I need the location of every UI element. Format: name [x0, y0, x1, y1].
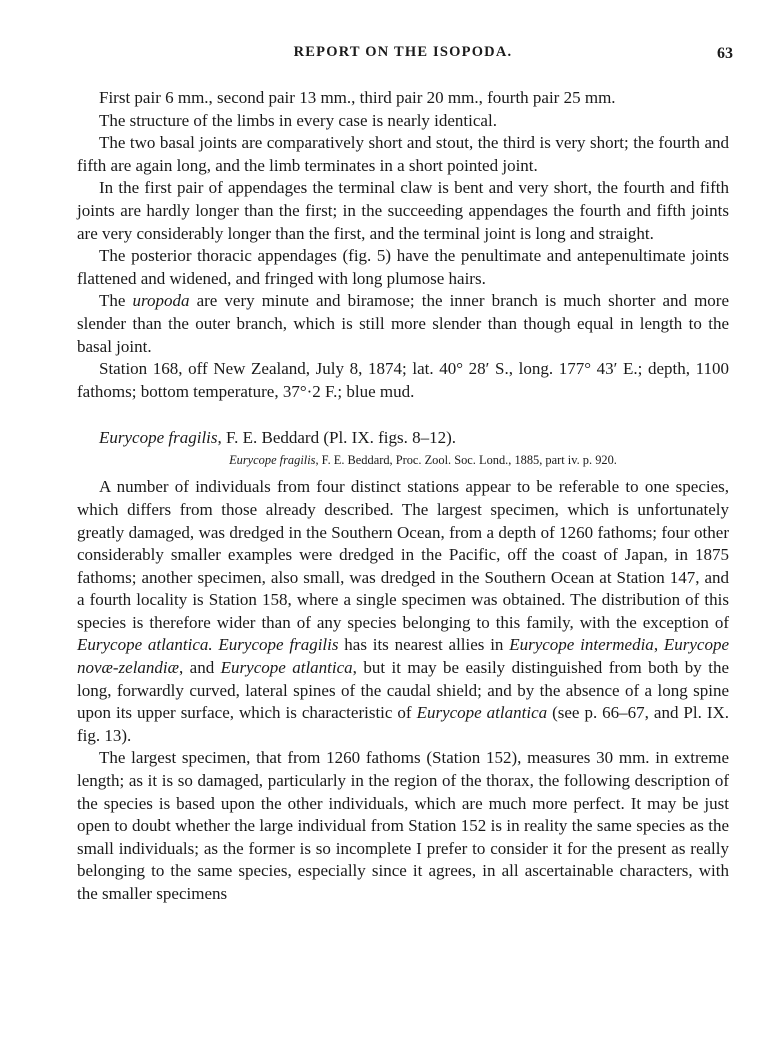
page-header [77, 44, 733, 72]
paragraph-limb-measurements: First pair 6 mm., second pair 13 mm., third pair 20 mm., fourth pair 25 mm. [99, 88, 616, 107]
paragraph-posterior-thoracic-appendages: The posterior thoracic appendages (fig. 5) have the penultimate and antepenultimate joints flattened and widened, and fringed with long plumose hairs. [77, 246, 729, 288]
page-number: 63 [717, 45, 733, 62]
species-author: , F. E. Beddard (Pl. IX. figs. 8–12). [217, 428, 457, 448]
text-run: are very minute and biramose; the inner branch is much shorter and more slender than the outer branch, which is still more slender than though equal in length to the basal joint. [77, 291, 729, 356]
italic-species: Eurycope fragilis [218, 635, 339, 655]
text-run: , [653, 635, 664, 655]
paragraph-limb-structure: The structure of the limbs in every case is nearly identical. [99, 110, 497, 130]
text-run: has its nearest allies in [338, 635, 510, 655]
citation-reference: , F. E. Beddard, Proc. Zool. Soc. Lond., 1885, part iv. p. 920. [315, 453, 617, 468]
text-run: , and [179, 658, 221, 678]
paragraph-largest-specimen: The largest specimen, that from 1260 fathoms (Station 152), measures 30 mm. in extreme length; as it is so damaged, particularly in the region of the thorax, the following description of the species is based upon the other individuals, which are much more perfect. It may be just open to doubt whether the large individual from Station 152 is in reality the same species as the small individuals; as the former is so incomplete I prefer to consider it for the present as really belonging to the same species, especially since it agrees, in all ascertainable characters, with the smaller specimens [77, 748, 729, 903]
species-heading [77, 427, 729, 449]
document-page [77, 44, 733, 906]
paragraph-species-distribution [77, 476, 729, 747]
italic-species: Eurycope novæ-zelandiæ [77, 635, 729, 678]
running-title: REPORT ON THE ISOPODA. [293, 44, 513, 60]
italic-species: Eurycope atlantica [416, 703, 548, 723]
italic-species: Eurycope atlantica. [77, 635, 213, 655]
italic-species: Eurycope intermedia [509, 635, 654, 655]
species-name: Eurycope fragilis [99, 428, 218, 448]
citation-species-name: Eurycope fragilis [229, 453, 316, 468]
species-citation [77, 451, 729, 469]
text-run: The [99, 291, 133, 311]
text-run: (see p. 66–67, and Pl. IX. fig. 13). [77, 703, 730, 745]
text-run: , but it may be easily distinguished from both by the long, forwardly curved, lateral spines of the caudal shield; and by the absence of a long spine upon its upper surface, which is characteristic of [77, 658, 730, 723]
paragraph-first-pair-appendages: In the first pair of appendages the terminal claw is bent and very short, the fourth and fifth joints are hardly longer than the first; in the succeeding appendages the fourth and fifth joints are very considerably longer than the first, and the terminal joint is long and straight. [77, 178, 729, 243]
italic-species: Eurycope atlantica [220, 658, 353, 678]
italic-term-uropoda: uropoda [132, 291, 190, 311]
paragraph-station-168: Station 168, off New Zealand, July 8, 1874; lat. 40° 28′ S., long. 177° 43′ E.; depth, 1100 fathoms; bottom temperature, 37°·2 F.; blue mud. [77, 359, 729, 401]
paragraph-uropoda [77, 290, 729, 358]
paragraph-basal-joints: The two basal joints are comparatively short and stout, the third is very short; the fourth and fifth are again long, and the limb terminates in a short pointed joint. [77, 133, 729, 175]
text-run: A number of individuals from four distinct stations appear to be referable to one species, which differs from those already described. The largest specimen, which is unfortunately greatly damaged, was dredged in the Southern Ocean, from a depth of 1260 fathoms; four other considerably smaller examples were dredged in the Pacific, off the coast of Japan, in 1875 fathoms; another specimen, also small, was dredged in the Southern Ocean at Station 147, and a fourth locality is Station 158, where a single specimen was obtained. The distribution of this species is therefore wider than of any species belonging to this family, with the exception of [77, 477, 729, 632]
